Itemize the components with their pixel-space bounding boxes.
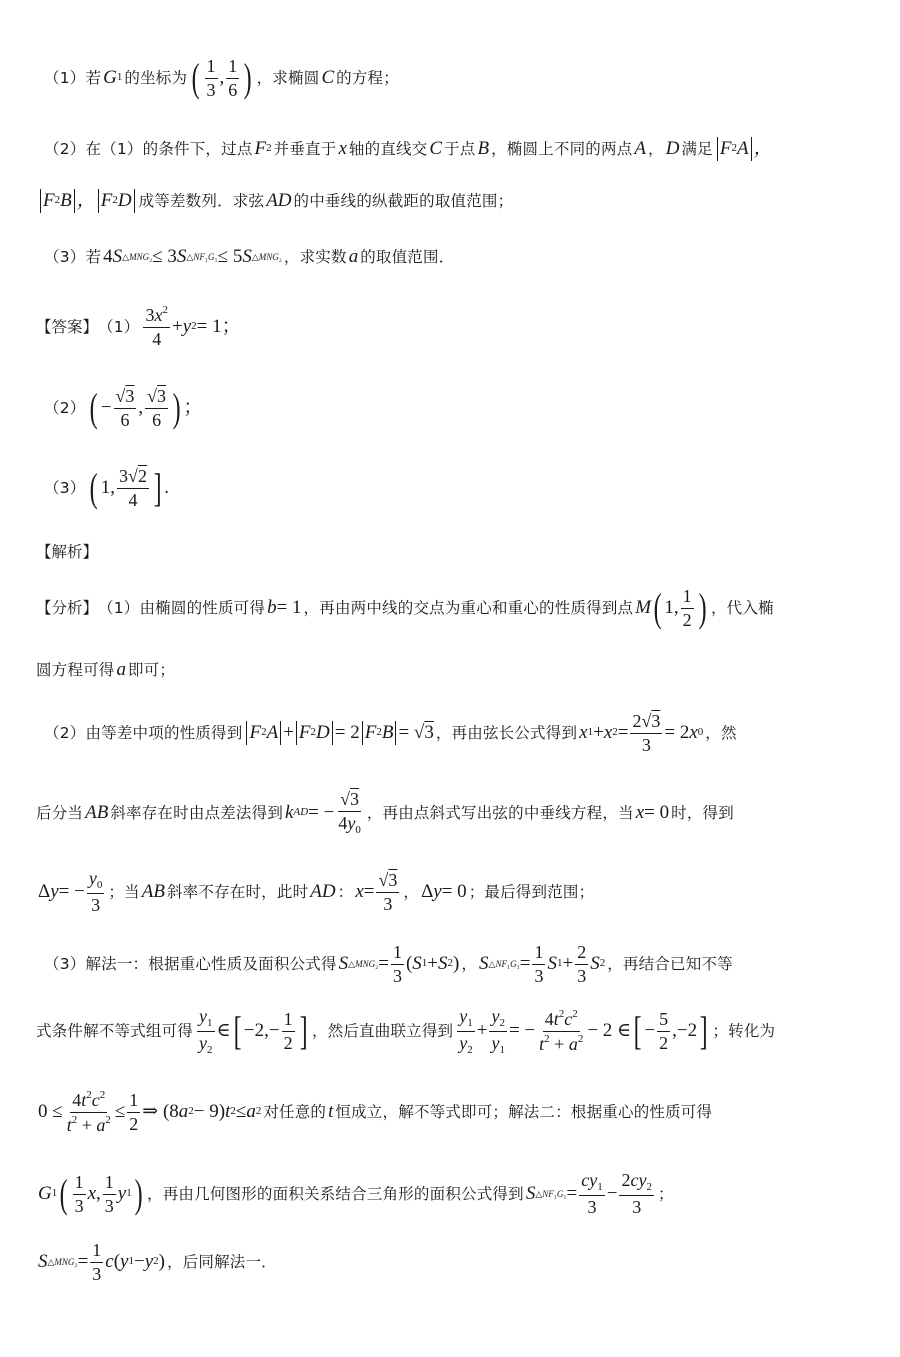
answer-2: （2） ( − $\frac{√3}{6}$ , $\frac{√3}{6}$ ) ； — [44, 385, 203, 430]
analysis-line-3: （2）由等差中项的性质得到 F 2 A + F 2 D = 2 F 2 B = √ 3 ，再由弦长公式得到 x 1 + x 2 = $\frac{2√3}{3}$ = 2 x 0 ，然 — [44, 710, 737, 755]
fenxi-tag: 【分析】 — [36, 598, 99, 617]
analysis-line-9: G 1 ( $\frac{1}{3}$ x , $\frac{1}{3}$ y 1 ) ，再由几何图形的面积关系结合三角形的面积公式得到 S △NF₁G₁ = $\frac{cy_1}{3}$ − $\frac{2cy_2}{3}$ ； — [38, 1170, 674, 1217]
analysis-line-7: 式条件解不等式组可得 $\frac{y_1}{y_2}$ ∈ [ −2,− $\frac{1}{2}$ ] ，然后直曲联立得到 $\frac{y_1}{y_2}$ + $\frac{y_2}{y_1}$ = − $\frac{4t^2c^2}{t^2 + a^2}$ − 2 ∈ [ − $\frac{5}{2}$ ,−2 ] ；转化为 — [36, 1005, 776, 1056]
analysis-line-6: （3）解法一：根据重心性质及面积公式得 S △MNG₂ = $\frac{1}{3}$ ( S 1 + S 2 ) ， S △NF₁G₁ = $\frac{1}{3}$ S 1 + $\frac{2}{3}$ S 2 ，再结合已知不等 — [44, 941, 733, 986]
math-g1-coords: ( $\frac{1}{3}$ , $\frac{1}{6}$ ) — [191, 55, 252, 100]
analysis-line-10: S △MNG₂ = $\frac{1}{3}$ c ( y 1 − y 2 ) ，后同解法一． — [38, 1239, 277, 1284]
answer-3: （3） ( 1, $\frac{3√2}{4}$ ] . — [44, 465, 170, 510]
analysis-line-8: 0 ≤ $\frac{4t^2c^2}{t^2 + a^2}$ ≤ $\frac{1}{2}$ ⇒ (8 a 2 − 9) t 2 ≤ a 2 对任意的 t 恒成立，解不等式即可；解法二：根据重心的性质可得 — [38, 1088, 713, 1135]
analysis-line-5: Δ y = − $\frac{y_0}{3}$ ；当 AB 斜率不存在时，此时 AD ： x = $\frac{√3}{3}$ ， Δ y = 0 ；最后得到范围； — [38, 868, 595, 915]
question-2-line-1: （2）在（1）的条件下，过点 F 2 并垂直于 x 轴的直线交 C 于点 B ，椭圆上不同的两点 A ， D 满足 F 2 A ， — [44, 134, 870, 164]
analysis-line-4: 后分当 AB 斜率存在时由点差法得到 k AD = − $\frac{√3}{4y_0}$ ，再由点斜式写出弦的中垂线方程，当 x = 0 时，得到 — [36, 789, 734, 837]
question-3: （3）若 4 S △MNG₂ ≤ 3 S △NF₁G₁ ≤ 5 S △MNG₂ ，求实数 a 的取值范围． — [44, 245, 455, 267]
analysis-line-2: 圆方程可得 a 即可； — [36, 658, 176, 680]
answer-tag: 【答案】 — [36, 317, 99, 336]
question-2-line-2: F 2 B ， F 2 D 成等差数列．求弦 AD 的中垂线的纵截距的取值范围； — [36, 186, 870, 216]
analysis-line-1: 【分析】 （1）由椭圆的性质可得 b = 1 ，再由两中线的交点为重心和重心的性质得到点 M ( 1, $\frac{1}{2}$ ) ，代入椭 — [36, 585, 774, 630]
math-g1: G 1 — [103, 66, 123, 88]
question-1: （1）若 G 1 的坐标为 ( $\frac{1}{3}$ , $\frac{1}{6}$ ) ，求椭圆 C 的方程； — [44, 55, 399, 100]
analysis-heading: 【解析】 — [36, 542, 99, 561]
q1-label: （1）若 — [44, 68, 102, 87]
answer-1: 【答案】 （1） $\frac{3x^2}{4}$ + y 2 = 1； — [36, 304, 241, 349]
